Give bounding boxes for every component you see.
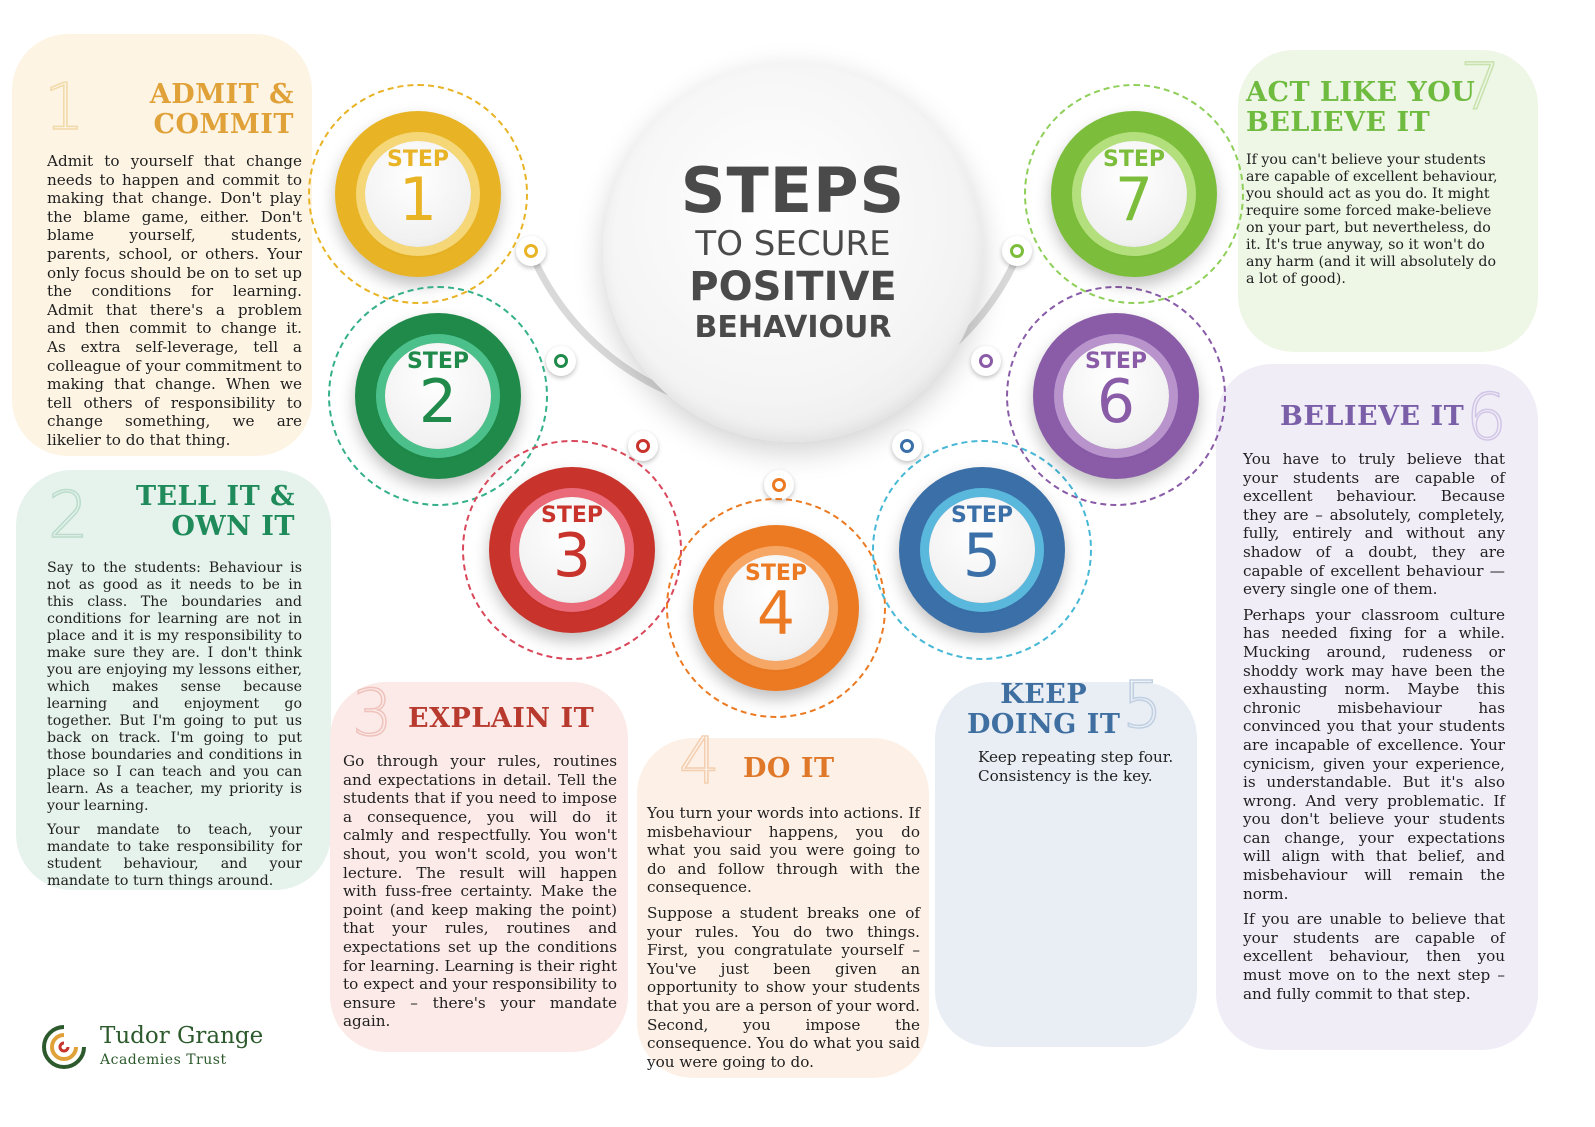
card-number: 5 bbox=[1122, 669, 1163, 743]
card-title-line1: EXPLAIN IT bbox=[408, 703, 595, 734]
step-label: STEP bbox=[1102, 147, 1165, 172]
step-number: 5 bbox=[962, 521, 1002, 591]
step-number: 7 bbox=[1114, 165, 1154, 235]
hub-title-steps: STEPS bbox=[680, 154, 906, 227]
card-title bbox=[1280, 402, 1464, 432]
step-inner-disc bbox=[1081, 141, 1187, 247]
card-title-line1: ACT LIKE YOU bbox=[1246, 77, 1476, 108]
card-number: 1 bbox=[44, 71, 85, 145]
card-do bbox=[637, 725, 929, 1078]
step-number: 3 bbox=[552, 521, 592, 591]
connector-dot bbox=[764, 470, 794, 500]
step-label: STEP bbox=[950, 503, 1013, 528]
card-body bbox=[47, 560, 302, 897]
hub-title-behaviour: BEHAVIOUR bbox=[694, 310, 892, 345]
card-act-believe bbox=[1238, 50, 1538, 352]
card-paragraph: Your mandate to teach, your mandate to take responsibility for student behaviour, and your mandate to turn things around. bbox=[47, 822, 302, 889]
step-label: STEP bbox=[1084, 349, 1147, 374]
card-number: 3 bbox=[352, 677, 393, 751]
card-explain bbox=[330, 677, 628, 1052]
card-keep-doing bbox=[935, 669, 1197, 1047]
card-title bbox=[136, 482, 295, 542]
card-title-line1: TELL IT & bbox=[135, 481, 295, 512]
step-label: STEP bbox=[386, 147, 449, 172]
card-paragraph: Suppose a student breaks one of your rules. You do two things. First, you congratulate yourself – You've just been given an opportunity to show your students that you are a person of your word. Second, you impose the consequence. You do what you said you were going to do. bbox=[647, 903, 920, 1071]
step-label: STEP bbox=[540, 503, 603, 528]
step-number: 2 bbox=[418, 367, 458, 437]
logo-name: Tudor Grange bbox=[100, 1023, 264, 1049]
step-7-circle bbox=[1024, 84, 1244, 304]
card-paragraph: Keep repeating step four. Consistency is the key. bbox=[978, 748, 1174, 785]
card-body bbox=[343, 752, 617, 1038]
card-paragraph: Say to the students: Behaviour is not as good as it needs to be in this class. The boundaries and conditions for learning are not in place and it is my responsibility to make sure they are. I don't think you are enjoying my lessons either, which makes sense because learning and enjoyment go together. But I'm going to put us back on track. I'm going to put those boundaries and conditions in place so I can teach and you can learn. As a teacher, my priority is your learning. bbox=[47, 560, 302, 814]
step-inner-disc bbox=[723, 555, 829, 661]
card-paragraph: You have to truly believe that your students are capable of excellent behaviour. Because they are – absolutely, completely, fully, entirely and without any shadow of a doubt, they are capable of excellent behaviour — every single one of them. bbox=[1243, 450, 1505, 599]
card-title-line2: DOING IT bbox=[967, 709, 1121, 740]
card-title bbox=[967, 680, 1120, 740]
hub-title-to-secure: TO SECURE bbox=[695, 224, 891, 264]
card-body bbox=[1246, 152, 1502, 295]
card-title-line1: KEEP bbox=[1000, 679, 1088, 710]
card-title-line2: BELIEVE IT bbox=[1246, 107, 1431, 138]
card-believe bbox=[1216, 364, 1538, 1050]
card-title-line2: OWN IT bbox=[171, 511, 295, 542]
step-inner-disc bbox=[365, 141, 471, 247]
card-title-line1: ADMIT & bbox=[149, 79, 294, 110]
step-inner-disc bbox=[929, 497, 1035, 603]
connector-dot bbox=[971, 346, 1001, 376]
step-3-circle bbox=[462, 440, 682, 660]
card-paragraph: Admit to yourself that change needs to happen and commit to making that change. Don't play the blame game, either. Don't blame yourself, students, parents, school, or others. Your only focus should be on to set up the conditions for learning. Admit that there's a problem and then commit to change it. As extra self-leverage, tell a colleague of your commitment to making that change. When we tell others of responsibility to change something, we are likelier to do that thing. bbox=[47, 152, 302, 449]
card-number: 7 bbox=[1460, 51, 1501, 125]
card-body bbox=[647, 804, 920, 1078]
connector-dot bbox=[546, 346, 576, 376]
card-title bbox=[1246, 78, 1475, 138]
step-label: STEP bbox=[406, 349, 469, 374]
step-label: STEP bbox=[744, 561, 807, 586]
card-title bbox=[743, 754, 835, 784]
step-6-circle bbox=[1006, 286, 1226, 506]
card-number: 4 bbox=[679, 725, 720, 799]
step-number: 1 bbox=[398, 165, 438, 235]
card-title-line1: DO IT bbox=[743, 753, 835, 784]
logo-swirl-icon bbox=[40, 1023, 88, 1071]
card-body bbox=[978, 748, 1188, 792]
card-tell-own bbox=[16, 470, 331, 890]
step-inner-disc bbox=[385, 343, 491, 449]
card-paragraph: If you are unable to believe that your students are capable of excellent behaviour, then you must move on to the next step – and fully commit to that step. bbox=[1243, 910, 1505, 1003]
card-body bbox=[47, 152, 302, 457]
card-paragraph: You turn your words into actions. If misbehaviour happens, you do what you said you were going to do and follow through with the consequence. bbox=[647, 804, 920, 897]
step-inner-disc bbox=[519, 497, 625, 603]
card-paragraph: Perhaps your classroom culture has needed fixing for a while. Mucking around, rudeness or shoddy work may have been the exhausting norm. Maybe this chronic misbehaviour has convinced you that your students are incapable of excellence. Your cynicism, given your experience, is understandable. But it's also wrong. And very problematic. If you don't believe your students can change, your expectations will align with that belief, and misbehaviour will remain the norm. bbox=[1243, 605, 1505, 903]
logo-subtitle: Academies Trust bbox=[100, 1052, 227, 1068]
card-number: 2 bbox=[48, 479, 89, 553]
card-title bbox=[408, 704, 594, 734]
card-title bbox=[150, 80, 294, 140]
step-1-circle bbox=[308, 84, 528, 304]
card-paragraph: Go through your rules, routines and expectations in detail. Tell the students that if you need to impose a consequence, you will do it calmly and respectfully. You won't shout, you won't scold, you won't lecture. The result will happen with fuss-free certainty. Make the point (and keep making the point) that your rules, routines and expectations set up the conditions for learning. Learning is their right to expect and your responsibility to ensure – there's your mandate again. bbox=[343, 752, 617, 1031]
tudor-grange-logo bbox=[40, 1019, 280, 1079]
card-number: 6 bbox=[1466, 381, 1507, 455]
card-body bbox=[1243, 450, 1505, 1010]
card-paragraph: If you can't believe your students are capable of excellent behaviour, you should act as you do. It might require some forced make-believe on your part, but nevertheless, do it. It's true anyway, so it won't do any harm (and it will absolutely do a lot of good). bbox=[1246, 152, 1498, 287]
hub-title-positive: POSITIVE bbox=[689, 264, 897, 310]
card-title-line2: COMMIT bbox=[153, 109, 294, 140]
step-number: 6 bbox=[1096, 367, 1136, 437]
step-4-circle bbox=[666, 498, 886, 718]
card-admit-commit bbox=[12, 34, 312, 456]
central-title-circle bbox=[603, 62, 983, 442]
step-inner-disc bbox=[1063, 343, 1169, 449]
step-number: 4 bbox=[756, 579, 796, 649]
card-title-line1: BELIEVE IT bbox=[1280, 401, 1465, 432]
